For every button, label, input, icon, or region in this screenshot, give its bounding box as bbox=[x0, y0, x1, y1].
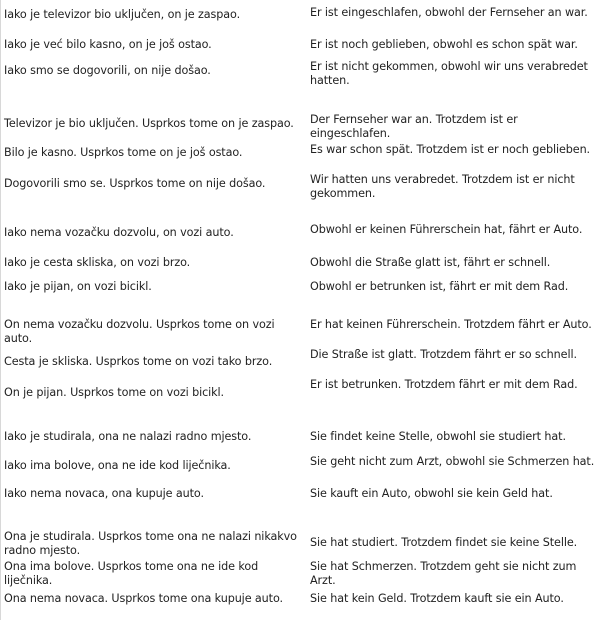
german-sentence: Es war schon spät. Trotzdem ist er noch geblieben. bbox=[310, 143, 591, 156]
croatian-sentence: Dogovorili smo se. Usprkos tome on nije došao. bbox=[4, 177, 266, 190]
croatian-sentence: Iako je televizor bio uključen, on je zaspao. bbox=[4, 8, 241, 21]
german-sentence: Obwohl die Straße glatt ist, fährt er schnell. bbox=[310, 256, 551, 269]
croatian-sentence: Bilo je kasno. Usprkos tome on je još ostao. bbox=[4, 146, 243, 159]
german-sentence: Sie hat Schmerzen. Trotzdem geht sie nicht zum Arzt. bbox=[310, 560, 577, 587]
croatian-sentence: Iako nema vozačku dozvolu, on vozi auto. bbox=[4, 226, 234, 239]
german-sentence: Sie hat kein Geld. Trotzdem kauft sie ein Auto. bbox=[310, 592, 564, 605]
croatian-sentence: Iako je već bilo kasno, on je još ostao. bbox=[4, 38, 212, 51]
german-sentence: Wir hatten uns verabredet. Trotzdem ist er nicht gekommen. bbox=[310, 173, 575, 200]
croatian-sentence: Ona nema novaca. Usprkos tome ona kupuje auto. bbox=[4, 592, 283, 605]
german-sentence: Die Straße ist glatt. Trotzdem fährt er so schnell. bbox=[310, 348, 577, 361]
croatian-sentence: On nema vozačku dozvolu. Usprkos tome on vozi auto. bbox=[4, 318, 275, 345]
croatian-sentence: Cesta je skliska. Usprkos tome on vozi tako brzo. bbox=[4, 355, 273, 368]
left-border bbox=[0, 0, 1, 620]
german-sentence: Obwohl er keinen Führerschein hat, fährt er Auto. bbox=[310, 223, 583, 236]
croatian-sentence: Iako nema novaca, ona kupuje auto. bbox=[4, 487, 204, 500]
german-sentence: Obwohl er betrunken ist, fährt er mit dem Rad. bbox=[310, 280, 569, 293]
german-sentence: Er hat keinen Führerschein. Trotzdem fährt er Auto. bbox=[310, 318, 592, 331]
croatian-sentence: Televizor je bio uključen. Usprkos tome on je zaspao. bbox=[4, 117, 294, 130]
croatian-sentence: Iako je studirala, ona ne nalazi radno mjesto. bbox=[4, 430, 252, 443]
german-sentence: Sie kauft ein Auto, obwohl sie kein Geld hat. bbox=[310, 487, 553, 500]
croatian-sentence: Iako ima bolove, ona ne ide kod liječnika. bbox=[4, 459, 231, 472]
german-sentence: Sie hat studiert. Trotzdem findet sie keine Stelle. bbox=[310, 536, 578, 549]
german-sentence: Sie findet keine Stelle, obwohl sie studiert hat. bbox=[310, 430, 566, 443]
german-sentence: Er ist betrunken. Trotzdem fährt er mit dem Rad. bbox=[310, 378, 578, 391]
croatian-sentence: Iako je pijan, on vozi bicikl. bbox=[4, 280, 152, 293]
german-sentence: Sie geht nicht zum Arzt, obwohl sie Schmerzen hat. bbox=[310, 455, 595, 468]
croatian-sentence: Iako smo se dogovorili, on nije došao. bbox=[4, 64, 211, 77]
german-sentence: Er ist eingeschlafen, obwohl der Fernseher an war. bbox=[310, 6, 588, 19]
german-sentence: Er ist nicht gekommen, obwohl wir uns verabredet hatten. bbox=[310, 60, 588, 87]
croatian-sentence: On je pijan. Usprkos tome on vozi bicikl. bbox=[4, 386, 224, 399]
german-sentence: Er ist noch geblieben, obwohl es schon spät war. bbox=[310, 38, 578, 51]
croatian-sentence: Iako je cesta skliska, on vozi brzo. bbox=[4, 256, 191, 269]
german-sentence: Der Fernseher war an. Trotzdem ist er eingeschlafen. bbox=[310, 113, 518, 140]
croatian-sentence: Ona ima bolove. Usprkos tome ona ne ide kod liječnika. bbox=[4, 560, 259, 587]
croatian-sentence: Ona je studirala. Usprkos tome ona ne nalazi nikakvo radno mjesto. bbox=[4, 530, 297, 557]
